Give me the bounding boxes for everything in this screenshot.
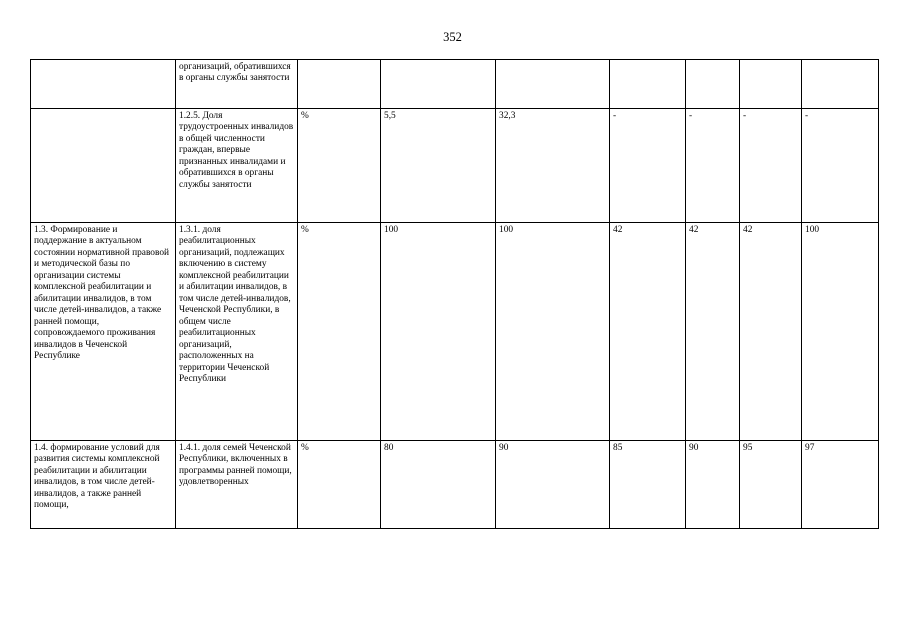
value-cell <box>610 223 686 441</box>
value-cell <box>740 223 802 441</box>
unit-cell <box>298 223 381 441</box>
value-cell <box>686 60 740 109</box>
value-cell <box>802 223 879 441</box>
value-text: 80 <box>384 443 394 453</box>
value-text: 42 <box>689 225 699 235</box>
unit-cell <box>298 441 381 529</box>
indicator-text: организаций, обратившихся в органы службы занятости <box>179 62 291 84</box>
value-cell <box>381 441 496 529</box>
value-text: - <box>613 111 617 121</box>
unit-text: % <box>301 225 309 235</box>
value-cell <box>496 60 610 109</box>
value-cell <box>802 60 879 109</box>
value-cell <box>496 441 610 529</box>
table-row <box>31 109 879 223</box>
goal-text: 1.3. Формирование и поддержание в актуальном состоянии нормативной правовой и методической базы по организации системы комплексной реабилитации и абилитации инвалидов, в том числе детей-инвалидов, а также ранней помощи, сопровождаемого проживания инвалидов в Чеченской Республике <box>34 225 170 362</box>
value-cell <box>802 441 879 529</box>
unit-text: % <box>301 111 309 121</box>
value-text: 90 <box>689 443 699 453</box>
value-cell <box>610 441 686 529</box>
goal-cell <box>31 223 176 441</box>
indicator-cell <box>176 441 298 529</box>
value-cell <box>381 60 496 109</box>
value-text: 100 <box>499 225 514 235</box>
value-text: 85 <box>613 443 623 453</box>
value-text: - <box>805 111 809 121</box>
goal-cell <box>31 60 176 109</box>
value-text: - <box>743 111 747 121</box>
indicator-text: 1.4.1. доля семей Чеченской Республики, включенных в программы ранней помощи, удовлетворенных <box>179 443 292 488</box>
value-text: 42 <box>613 225 623 235</box>
value-cell <box>610 60 686 109</box>
value-cell <box>802 109 879 223</box>
value-cell <box>740 60 802 109</box>
value-cell <box>686 441 740 529</box>
value-text: - <box>689 111 693 121</box>
value-text: 100 <box>805 225 820 235</box>
value-text: 32,3 <box>499 111 516 121</box>
value-text: 42 <box>743 225 753 235</box>
value-cell <box>740 109 802 223</box>
indicator-cell <box>176 109 298 223</box>
table-row <box>31 441 879 529</box>
value-cell <box>740 441 802 529</box>
table-row <box>31 60 879 109</box>
goal-cell <box>31 109 176 223</box>
value-cell <box>610 109 686 223</box>
value-cell <box>496 223 610 441</box>
indicator-cell <box>176 60 298 109</box>
value-text: 5,5 <box>384 111 396 121</box>
indicator-cell <box>176 223 298 441</box>
indicator-text: 1.2.5. Доля трудоустроенных инвалидов в общей численности граждан, впервые признанных инвалидами и обратившихся в органы службы занятости <box>179 111 294 190</box>
unit-cell <box>298 109 381 223</box>
indicators-table <box>30 59 879 529</box>
value-cell <box>381 223 496 441</box>
value-cell <box>686 109 740 223</box>
value-text: 90 <box>499 443 509 453</box>
indicator-text: 1.3.1. доля реабилитационных организаций, подлежащих включению в систему комплексной реабилитации и абилитации инвалидов, в том числе детей-инвалидов, Чеченской Республики, в общем числе реабилитационных организаций, расположенных на территории Чеченской Республики <box>179 225 291 385</box>
value-text: 95 <box>743 443 753 453</box>
value-text: 100 <box>384 225 399 235</box>
value-text: 97 <box>805 443 815 453</box>
goal-cell <box>31 441 176 529</box>
unit-text: % <box>301 443 309 453</box>
goal-text: 1.4. формирование условий для развития системы комплексной реабилитации и абилитации инвалидов, в том числе детей-инвалидов, а также ранней помощи, <box>34 443 160 511</box>
page-number: 352 <box>443 30 462 44</box>
table-row <box>31 223 879 441</box>
value-cell <box>496 109 610 223</box>
value-cell <box>381 109 496 223</box>
value-cell <box>686 223 740 441</box>
unit-cell <box>298 60 381 109</box>
